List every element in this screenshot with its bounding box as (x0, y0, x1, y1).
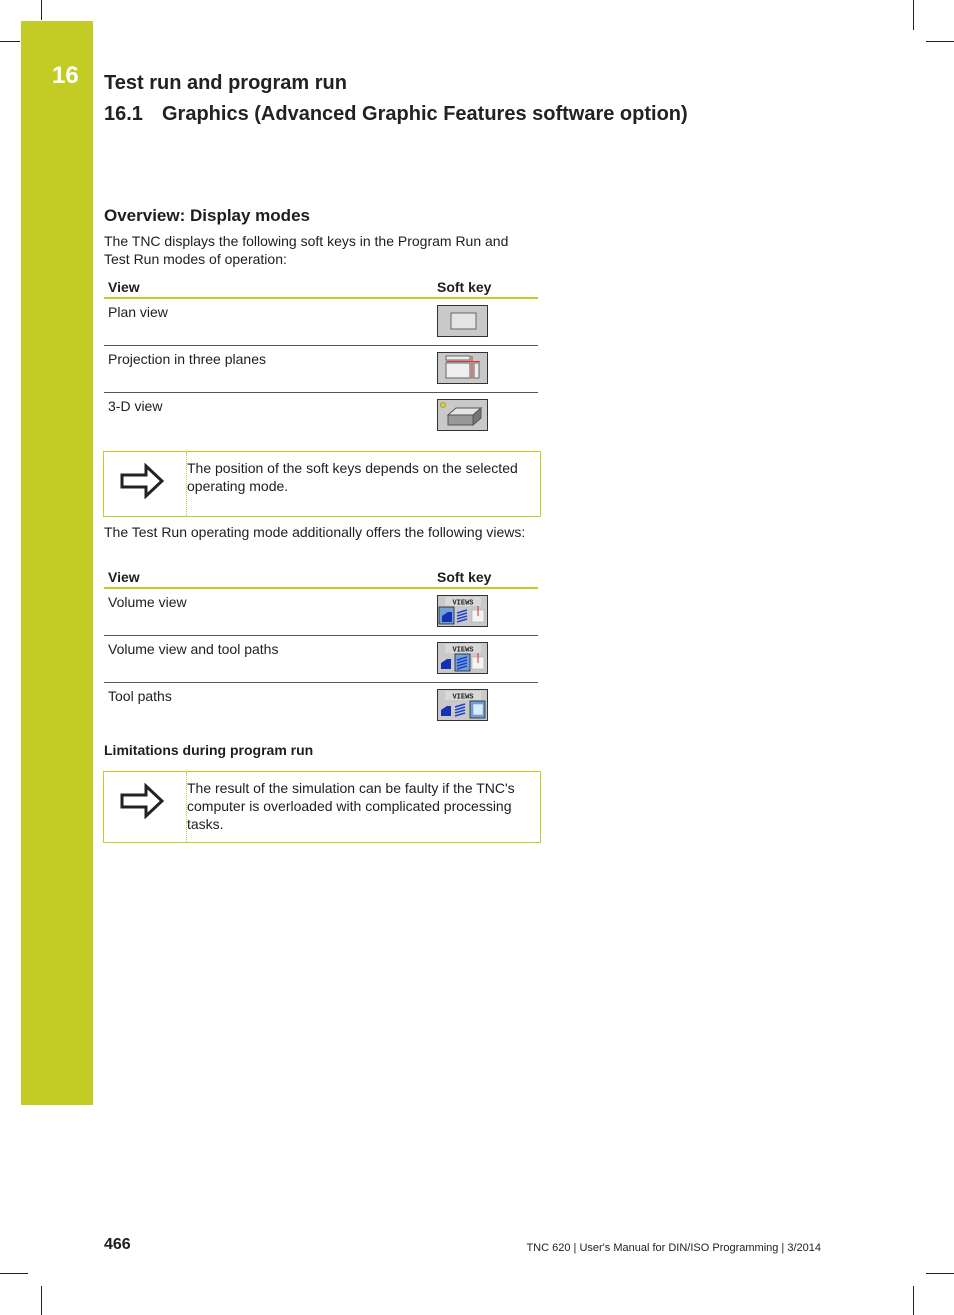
display-modes-table (104, 275, 538, 439)
crop-mark (0, 41, 20, 42)
volume-view-icon (438, 596, 487, 626)
crop-mark (913, 1286, 914, 1315)
view-label: Tool paths (108, 688, 172, 704)
chapter-number: 16 (52, 62, 79, 89)
volume-toolpaths-icon (438, 643, 487, 673)
overview-heading: Overview: Display modes (104, 206, 310, 225)
footer-text: TNC 620 | User's Manual for DIN/ISO Programming | 3/2014 (526, 1242, 821, 1254)
crop-mark (41, 1286, 42, 1315)
page-number: 466 (104, 1236, 131, 1253)
test-run-intro: The Test Run operating mode additionally offers the following views: (104, 524, 526, 540)
volume-view-softkey[interactable] (437, 595, 488, 627)
view-label: 3-D view (108, 398, 163, 414)
column-header-view: View (108, 569, 140, 585)
test-run-views-table (104, 565, 538, 729)
note-text: The result of the simulation can be faulty if the TNC's computer is overloaded with complicated processing tasks. (187, 780, 515, 832)
three-planes-softkey[interactable] (437, 352, 488, 384)
three-planes-icon (438, 353, 487, 383)
table-row (104, 393, 538, 439)
crop-mark (926, 1273, 954, 1274)
table-header (104, 565, 538, 589)
view-label: Volume view and tool paths (108, 641, 279, 657)
tool-paths-icon (438, 690, 487, 720)
plan-view-softkey[interactable] (437, 305, 488, 337)
softkey-caption: VIEWS (452, 599, 474, 608)
crop-mark (0, 1273, 28, 1274)
section-title-text: Graphics (Advanced Graphic Features software option) (162, 103, 688, 125)
crop-mark (41, 0, 42, 20)
chapter-sidebar (21, 21, 93, 1105)
arrow-right-icon (120, 463, 164, 499)
column-header-softkey: Soft key (437, 279, 492, 295)
column-header-view: View (108, 279, 140, 295)
column-header-softkey: Soft key (437, 569, 492, 585)
table-row (104, 683, 538, 729)
table-row (104, 299, 538, 346)
note-box (103, 771, 541, 843)
view-label: Projection in three planes (108, 351, 266, 367)
tool-paths-softkey[interactable] (437, 689, 488, 721)
3d-box-icon (438, 400, 487, 430)
volume-toolpaths-softkey[interactable] (437, 642, 488, 674)
table-row (104, 589, 538, 636)
3d-view-softkey[interactable] (437, 399, 488, 431)
section-number: 16.1 (104, 103, 143, 125)
view-label: Volume view (108, 594, 187, 610)
limitations-heading: Limitations during program run (104, 742, 314, 758)
note-text: The position of the soft keys depends on the selected operating mode. (187, 460, 518, 494)
view-label: Plan view (108, 304, 168, 320)
table-row (104, 346, 538, 393)
overview-intro: The TNC displays the following soft keys in the Program Run and Test Run modes of operation: (104, 233, 509, 267)
plan-view-icon (438, 306, 487, 336)
crop-mark (926, 41, 954, 42)
chapter-title: Test run and program run (104, 72, 347, 94)
section-title (104, 103, 688, 126)
arrow-right-icon (120, 783, 164, 819)
note-box (103, 451, 541, 517)
softkey-caption: VIEWS (452, 693, 474, 702)
table-row (104, 636, 538, 683)
softkey-caption: VIEWS (452, 646, 474, 655)
table-header (104, 275, 538, 299)
crop-mark (913, 0, 914, 30)
